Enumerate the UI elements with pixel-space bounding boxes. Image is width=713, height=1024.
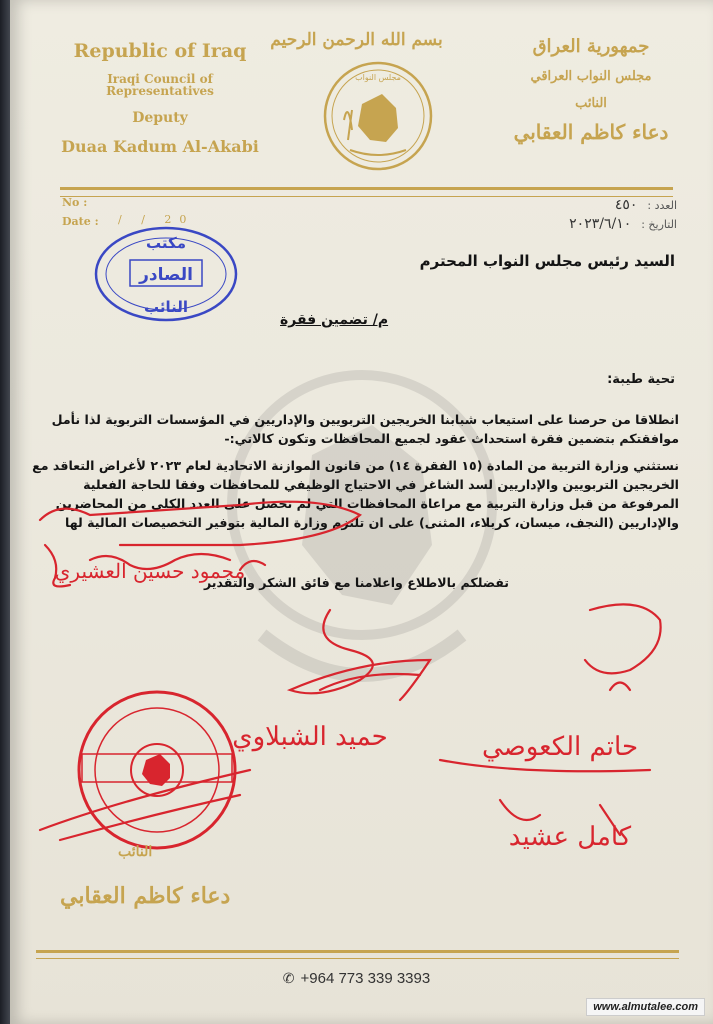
date-placeholder: / / 20: [118, 213, 195, 226]
ar-date-value: ٢٠٢٣/٦/١٠: [569, 216, 632, 232]
date-label: Date :: [62, 215, 99, 228]
basmala: بسم الله الرحمن الرحيم: [270, 30, 443, 50]
ar-date-label: التاريخ :: [641, 218, 677, 231]
number-label: No :: [62, 196, 88, 209]
body-paragraph-2: نستثني وزارة التربية من المادة (١٥ الفقرة ١٤) من قانون الموازنة الاتحادية لعام ٢٠٢٣ لأغراض التعاقد مع الخريجين التربويين والإداريين لسد الشاغر في الاحتياج الوظيفي للمحافظات وفقا للحاجة الفعلية المرفوعة من قبل وزارة التربية مع مراعاة المحافظات التي لم تحصل على العدد الكلي من المحاضرين والإداريين (النجف، ميسان، كربلاء، المثنى) على ان تلتزم وزارة المالية بتوفير التخصيصات المالية لها: [32, 458, 679, 530]
council-emblem-logo: [322, 60, 434, 172]
english-letterhead: [60, 42, 260, 155]
phone-icon: ✆: [282, 970, 295, 986]
ar-number-value: ٤٥٠: [614, 197, 638, 213]
phone-number: +964 773 339 3393: [300, 970, 431, 987]
header-deputy-name: Duaa Kadum Al-Akabi: [61, 137, 259, 156]
outgoing-office-stamp: [92, 224, 240, 324]
signature-3-name: حاتم الكعوصي: [481, 732, 639, 762]
header-position: Deputy: [132, 110, 188, 126]
stamp-bottom-text: النائب: [143, 298, 189, 316]
header-position-ar: النائب: [575, 96, 607, 111]
header-country-ar: جمهورية العراق: [532, 36, 650, 57]
addressee: السيد رئيس مجلس النواب المحترم: [419, 252, 675, 270]
stamp-middle-text: الصادر: [139, 265, 193, 285]
stamp-top-text: مكتب: [145, 234, 187, 252]
footer-divider: [36, 950, 679, 959]
footer-position: النائب: [118, 844, 153, 860]
signature-4-name: كامل عشيد: [508, 822, 632, 852]
signature-1-name: محمود حسين العشيري: [54, 559, 246, 583]
body-paragraph-1: انطلاقا من حرصنا على استيعاب شبابنا الخريجين التربويين والإداريين في المؤسسات التربوية لذا نأمل موافقتكم بتضمين فقرة استحداث عقود لجميع المحافظات وتكون كالاتي:-: [51, 412, 679, 446]
header-council: Iraqi Council of Representatives: [106, 72, 214, 98]
signature-2-name: حميد الشبلاوي: [232, 722, 388, 752]
header-deputy-name-ar: دعاء كاظم العقابي: [513, 120, 669, 144]
ar-number-label: العدد :: [647, 199, 677, 212]
subject-line: م/ تضمين فقرة: [280, 312, 389, 328]
deputy-official-seal: [72, 684, 242, 856]
arabic-reference-block: [569, 196, 677, 234]
svg-text:مجلس النواب: مجلس النواب: [355, 73, 401, 82]
header-country: Republic of Iraq: [73, 40, 247, 62]
website-watermark[interactable]: www.almutalee.com: [586, 998, 705, 1016]
contact-phone: [0, 970, 713, 987]
arabic-letterhead: [491, 38, 691, 142]
greeting: تحية طيبة:: [607, 372, 675, 387]
closing-line: تفضلكم بالاطلاع واعلامنا مع فائق الشكر والتقدير: [203, 575, 510, 590]
footer-deputy-name: دعاء كاظم العقابي: [60, 883, 231, 909]
header-council-ar: مجلس النواب العراقي: [530, 69, 652, 84]
